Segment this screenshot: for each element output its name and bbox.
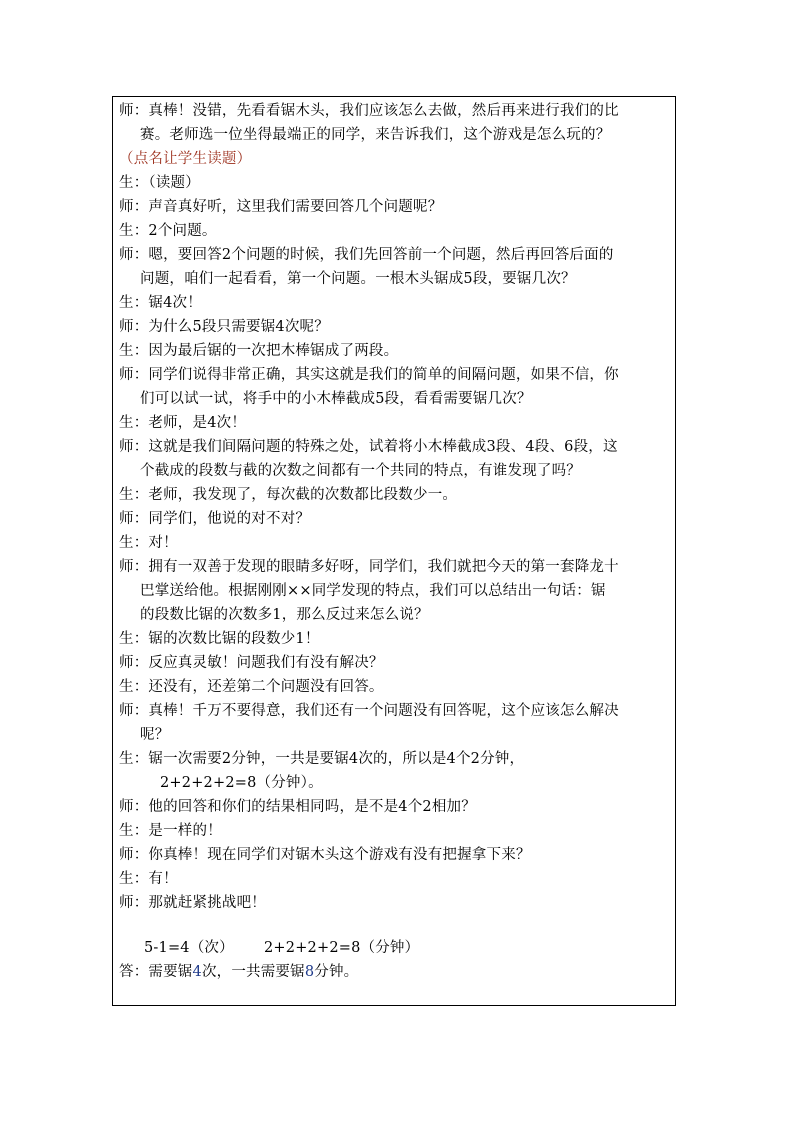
- dialogue-line-14: 生：老师，是4次！: [119, 415, 247, 431]
- dialogue-line-22: 的段数比锯的次数多1，那么反过来怎么说？: [140, 607, 429, 623]
- dialogue-line-33: 生：有！: [119, 871, 178, 887]
- dialogue-line-29: 2+2+2+2=8（分钟）。: [160, 775, 323, 791]
- dialogue-line-7: 师：嗯，要回答2个问题的时候，我们先回答前一个问题，然后再回答后面的: [119, 247, 614, 263]
- formula-left: 5-1=4（次）: [144, 940, 234, 956]
- dialogue-line-11: 生：因为最后锯的一次把木棒锯成了两段。: [119, 343, 399, 359]
- answer-prefix: 答：需要锯: [119, 964, 193, 980]
- dialogue-line-5: 师：声音真好听，这里我们需要回答几个问题呢？: [119, 199, 443, 215]
- dialogue-line-19: 生：对！: [119, 535, 178, 551]
- dialogue-line-17: 生：老师，我发现了，每次截的次数都比段数少一。: [119, 487, 458, 503]
- dialogue-line-27: 呢？: [140, 727, 170, 743]
- dialogue-line-32: 师：你真棒！现在同学们对锯木头这个游戏有没有把握拿下来？: [119, 847, 531, 863]
- dialogue-line-23: 生：锯的次数比锯的段数少1！: [119, 631, 320, 647]
- dialogue-line-4: 生：（读题）: [119, 175, 200, 191]
- formula-right: 2+2+2+2=8（分钟）: [264, 940, 420, 956]
- dialogue-line-31: 生：是一样的！: [119, 823, 222, 839]
- dialogue-line-6: 生：2个问题。: [119, 223, 217, 239]
- dialogue-line-10: 师：为什么5段只需要锯4次呢？: [119, 319, 329, 335]
- stage-direction: （点名让学生读题）: [119, 151, 252, 167]
- dialogue-line-9: 生：锯4次！: [119, 295, 202, 311]
- dialogue-line-15: 师：这就是我们间隔问题的特殊之处，试着将小木棒截成3段、4段、6段，这: [119, 439, 618, 455]
- dialogue-line-34: 师：那就赶紧挑战吧！: [119, 895, 266, 911]
- answer-suffix: 分钟。: [314, 964, 359, 980]
- dialogue-line-13: 们可以试一试，将手中的小木棒截成5段，看看需要锯几次？: [140, 391, 532, 407]
- dialogue-line-12: 师：同学们说得非常正确，其实这就是我们的简单的间隔问题，如果不信，你: [119, 367, 619, 383]
- dialogue-line-18: 师：同学们，他说的对不对？: [119, 511, 311, 527]
- dialogue-line-30: 师：他的回答和你们的结果相同吗，是不是4个2相加？: [119, 799, 476, 815]
- dialogue-line-1: 师：真棒！没错，先看看锯木头，我们应该怎么去做，然后再来进行我们的比: [119, 103, 619, 119]
- dialogue-line-20: 师：拥有一双善于发现的眼睛多好呀，同学们，我们就把今天的第一套降龙十: [119, 559, 619, 575]
- dialogue-line-21: 巴掌送给他。根据刚刚××同学发现的特点，我们可以总结出一句话：锯: [140, 583, 606, 599]
- dialogue-line-24: 师：反应真灵敏！问题我们有没有解决？: [119, 655, 384, 671]
- dialogue-line-28: 生：锯一次需要2分钟，一共是要锯4次的，所以是4个2分钟，: [119, 751, 525, 767]
- dialogue-line-2: 赛。老师选一位坐得最端正的同学，来告诉我们，这个游戏是怎么玩的？: [140, 127, 611, 143]
- answer-middle: 次，一共需要锯: [201, 964, 305, 980]
- dialogue-line-25: 生：还没有，还差第二个问题没有回答。: [119, 679, 384, 695]
- dialogue-line-26: 师：真棒！千万不要得意，我们还有一个问题没有回答呢，这个应该怎么解决: [119, 703, 619, 719]
- answer-count: 4: [192, 964, 202, 980]
- dialogue-line-16: 个截成的段数与截的次数之间都有一个共同的特点，有谁发现了吗？: [140, 463, 581, 479]
- answer-line: [119, 960, 358, 984]
- answer-minutes: 8: [304, 964, 315, 980]
- dialogue-line-8: 问题，咱们一起看看，第一个问题。一根木头锯成5段，要锯几次？: [140, 271, 576, 287]
